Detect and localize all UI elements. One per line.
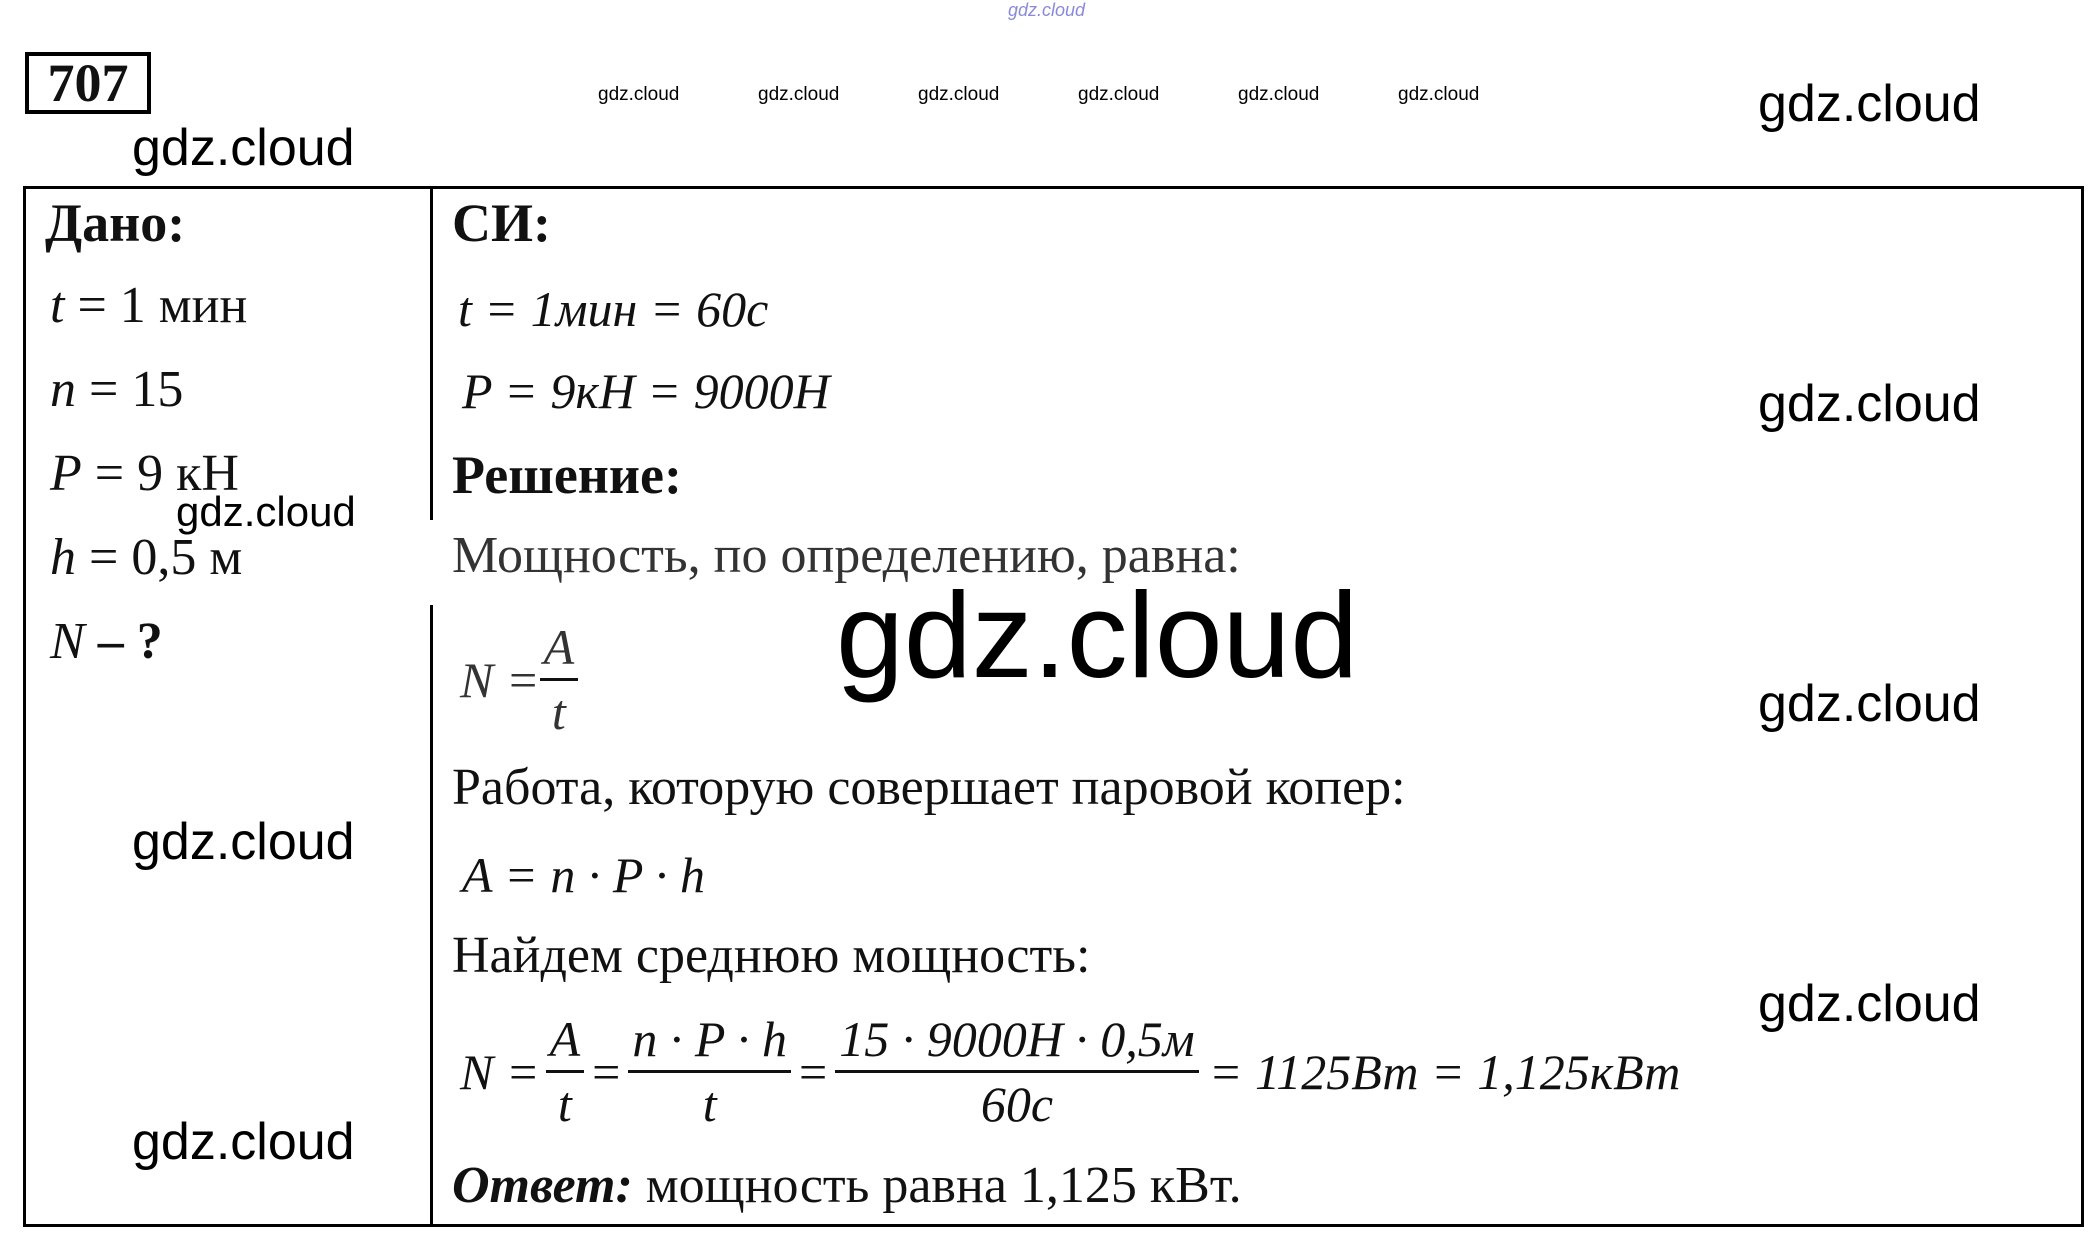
formula-3-eq-1: = bbox=[592, 1043, 621, 1100]
answer-line bbox=[452, 1156, 1242, 1215]
watermark-small-4: gdz.cloud bbox=[1078, 84, 1160, 105]
formula-1-denominator: t bbox=[551, 684, 566, 740]
given-header: Дано: bbox=[45, 193, 186, 253]
formula-3-eq-2: = bbox=[798, 1043, 828, 1100]
given-N-value: – ? bbox=[97, 613, 163, 670]
given-t-value: = 1 мин bbox=[77, 277, 248, 334]
watermark-given: gdz.cloud bbox=[176, 488, 356, 535]
given-P-value: = 9 кН bbox=[94, 445, 239, 502]
watermark-small-2: gdz.cloud bbox=[758, 84, 840, 105]
given-h-symbol: h bbox=[50, 529, 76, 586]
watermark-top: gdz.cloud bbox=[1008, 0, 1086, 20]
given-N-symbol: N bbox=[50, 613, 85, 670]
formula-1-fraction bbox=[540, 618, 579, 741]
given-N bbox=[50, 612, 163, 671]
si-line-2: P = 9кН = 9000Н bbox=[462, 363, 830, 419]
formula-3-fraction-2 bbox=[628, 1010, 791, 1133]
watermark-center: gdz.cloud bbox=[836, 567, 1359, 703]
watermark-small-6: gdz.cloud bbox=[1398, 84, 1480, 105]
given-n-symbol: n bbox=[50, 361, 76, 418]
solution-header: Решение: bbox=[452, 445, 682, 505]
watermark-small-1: gdz.cloud bbox=[598, 84, 680, 105]
answer-text: мощность равна 1,125 кВт. bbox=[645, 1157, 1242, 1214]
formula-power-calc bbox=[460, 1010, 1680, 1133]
watermark-right-3: gdz.cloud bbox=[1758, 675, 1981, 733]
watermark-small-5: gdz.cloud bbox=[1238, 84, 1320, 105]
column-divider bbox=[430, 186, 433, 1227]
formula-1-left: N = bbox=[460, 651, 540, 708]
formula-3-den-3: 60с bbox=[980, 1076, 1054, 1132]
si-line-1: t = 1мин = 60с bbox=[458, 281, 769, 337]
formula-3-num-1: A bbox=[546, 1010, 585, 1073]
formula-3-den-2: t bbox=[702, 1076, 717, 1132]
given-n bbox=[50, 360, 183, 419]
solution-text-2: Работа, которую совершает паровой копер: bbox=[452, 759, 1406, 816]
watermark-left-1: gdz.cloud bbox=[132, 119, 355, 177]
formula-3-num-2: n · P · h bbox=[628, 1010, 791, 1073]
problem-number: 707 bbox=[25, 52, 151, 114]
formula-power-def bbox=[460, 618, 578, 741]
given-t-symbol: t bbox=[50, 277, 65, 334]
formula-3-den-1: t bbox=[557, 1076, 572, 1132]
given-h bbox=[50, 528, 242, 587]
formula-work: A = n · P · h bbox=[462, 847, 706, 903]
si-header: СИ: bbox=[452, 193, 551, 253]
solution-text-3: Найдем среднюю мощность: bbox=[452, 927, 1091, 984]
answer-label: Ответ: bbox=[452, 1157, 633, 1214]
watermark-right-4: gdz.cloud bbox=[1758, 975, 1981, 1033]
formula-3-num-3: 15 · 9000Н · 0,5м bbox=[835, 1010, 1199, 1073]
formula-3-fraction-1 bbox=[546, 1010, 585, 1133]
divider-gap bbox=[428, 520, 436, 605]
watermark-right-1: gdz.cloud bbox=[1758, 75, 1981, 133]
given-h-value: = 0,5 м bbox=[89, 529, 243, 586]
formula-3-left: N = bbox=[460, 1043, 540, 1100]
given-P-symbol: P bbox=[50, 445, 82, 502]
watermark-left-2: gdz.cloud bbox=[132, 813, 355, 871]
formula-3-fraction-3 bbox=[835, 1010, 1199, 1133]
given-n-value: = 15 bbox=[89, 361, 184, 418]
watermark-small-3: gdz.cloud bbox=[918, 84, 1000, 105]
watermark-left-3: gdz.cloud bbox=[132, 1113, 355, 1171]
given-t bbox=[50, 276, 247, 335]
formula-3-result: = 1125Вт = 1,125кВт bbox=[1208, 1043, 1681, 1100]
solution-text-1: Мощность, по определению, равна: bbox=[452, 527, 1241, 584]
formula-1-numerator: A bbox=[540, 618, 579, 681]
watermark-right-2: gdz.cloud bbox=[1758, 375, 1981, 433]
